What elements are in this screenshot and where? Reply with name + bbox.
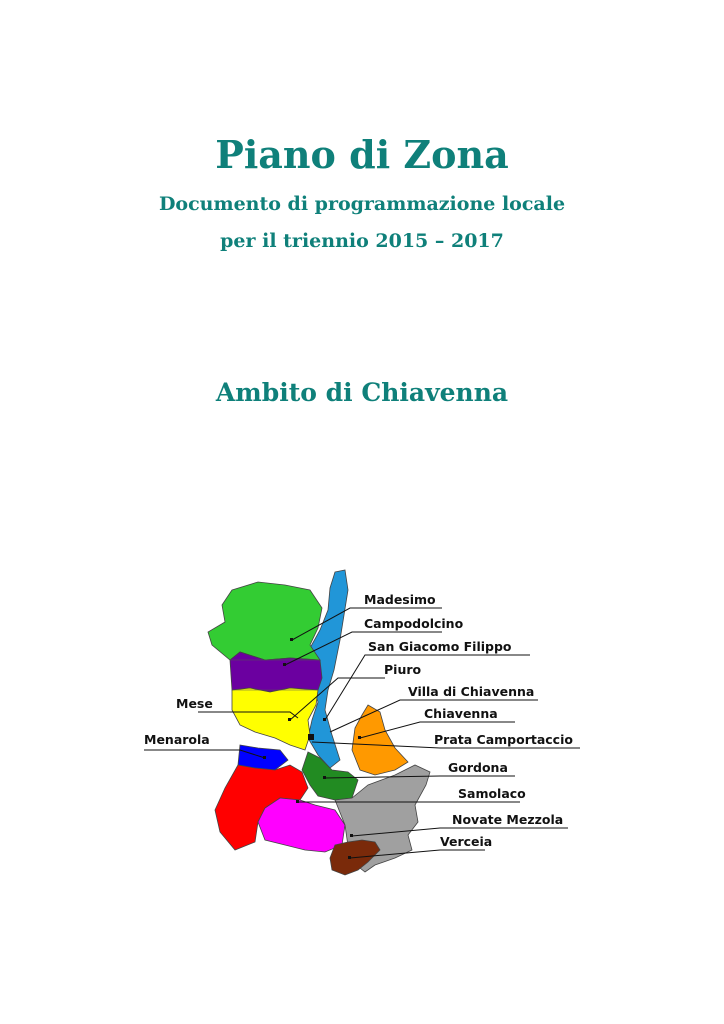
label-san-giacomo: San Giacomo Filippo xyxy=(368,639,512,654)
district-map xyxy=(140,560,590,880)
label-chiavenna: Chiavenna xyxy=(424,706,498,721)
document-subtitle: Documento di programmazione locale xyxy=(158,193,566,215)
district-map-svg xyxy=(140,560,590,880)
label-novate-mezzola: Novate Mezzola xyxy=(452,812,564,827)
label-gordona: Gordona xyxy=(448,760,508,775)
label-mese: Mese xyxy=(176,696,213,711)
label-samolaco: Samolaco xyxy=(458,786,526,801)
label-prata-camportaccio: Prata Camportaccio xyxy=(434,732,573,747)
label-villa-di-chiavenna: Villa di Chiavenna xyxy=(408,684,535,699)
label-verceia: Verceia xyxy=(440,834,493,849)
region-piuro xyxy=(232,688,318,750)
region-chiavenna xyxy=(352,705,408,775)
label-piuro: Piuro xyxy=(384,662,422,677)
document-period: per il triennio 2015 – 2017 xyxy=(220,230,504,252)
region-madesimo xyxy=(208,582,322,660)
label-madesimo: Madesimo xyxy=(364,592,436,607)
region-mese xyxy=(258,798,345,852)
area-heading: Ambito di Chiavenna xyxy=(215,378,509,407)
document-title: Piano di Zona xyxy=(215,132,509,177)
label-menarola: Menarola xyxy=(144,732,210,747)
label-campodolcino: Campodolcino xyxy=(364,616,464,631)
